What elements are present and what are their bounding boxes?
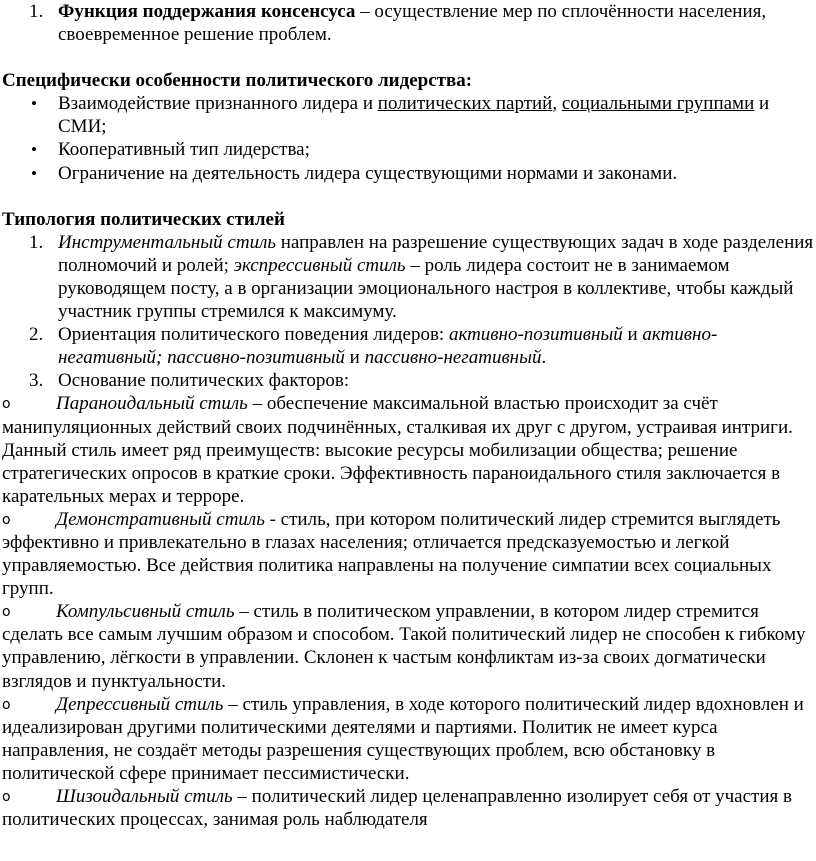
style-depressive: o Депрессивный стиль – стиль управления, в ходе которого политический лидер вдохновлен и идеализирован другими политическими деятелями и партиями. Политик не имеет курса направления, не создаёт методы разрешения существующих проблем, всю обстановку в политической сфере принимает пессимистически. bbox=[2, 693, 804, 784]
style-paranoid: o Параноидальный стиль – обеспечение максимальной властью происходит за счёт манипуляционных действий своих подчинённых, сталкивая их друг с другом, устраивая интриги. Данный стиль имеет ряд преимуществ: высокие ресурсы мобилизации общества; решение стратегических опросов в краткие сроки. Эффективность параноидального стиля заключается в карательных мерах и терроре. bbox=[2, 393, 793, 507]
bullet-icon: • bbox=[31, 163, 37, 183]
style-schizoid: o Шизоидальный стиль – политический лидер целенаправленно изолирует себя от участия в политических процессах, занимая роль наблюдателя bbox=[2, 786, 792, 831]
bullet-icon: • bbox=[31, 94, 37, 114]
consensus-text: – осуществление мер по сплочённости населения, своевременное решение проблем. bbox=[58, 1, 767, 46]
style-compulsive: o Компульсивный стиль – стиль в политическом управлении, в котором лидер стремится сделать все самым лучшим образом и способом. Такой политический лидер не способен к гибкому управлению, лёгкости в управлении. Склонен к частым конфликтам из-за своих догматически взглядов и пунктуальности. bbox=[2, 601, 806, 692]
circle-bullet-icon: o bbox=[2, 789, 11, 805]
spacer bbox=[2, 185, 816, 208]
list-number: 2. bbox=[29, 324, 44, 346]
typology-heading: Типология политических стилей bbox=[2, 208, 285, 230]
link-political-parties[interactable]: политических партий bbox=[377, 93, 553, 115]
consensus-title: Функция поддержания консенсуса bbox=[58, 1, 356, 22]
consensus-item bbox=[2, 0, 816, 46]
list-number: 1. bbox=[29, 231, 44, 253]
leadership-heading: Специфически особенности политического лидерства: bbox=[2, 70, 473, 92]
link-social-groups[interactable]: социальными группами bbox=[561, 93, 755, 115]
bullet-icon: • bbox=[31, 140, 37, 160]
circle-bullet-icon: o bbox=[2, 696, 11, 713]
typology-item-1: 1. Инструментальный стиль направлен на разрешение существующих задач в ходе разделения полномочий и ролей; экспрессивный стиль – роль лидера состоит не в занимаемом руководящем посту, а в организации эмоционального настроя в коллективе, чтобы каждый участник группы стремился к максимуму. bbox=[29, 231, 814, 323]
list-number: 1. bbox=[29, 1, 44, 22]
style-demonstrative: o Демонстративный стиль - стиль, при котором политический лидер стремится выглядеть эффективно и привлекательно в глазах населения; отличается предсказуемостью и легкой управляемостью. Все действия политика направлены на получение симпатии всех социальных групп. bbox=[2, 508, 781, 600]
spacer bbox=[2, 46, 816, 69]
bullet-item: • Ограничение на деятельность лидера существующими нормами и законами. bbox=[31, 162, 678, 184]
bullet-item: • Взаимодействие признанного лидера и политических партий, социальными группами и СМИ; bbox=[31, 93, 770, 138]
typology-item-2: 2. Ориентация политического поведения лидеров: активно-позитивный и активно-негативный; пассивно-позитивный и пассивно-негативный. bbox=[29, 324, 718, 369]
circle-bullet-icon: o bbox=[2, 396, 11, 413]
list-number: 3. bbox=[29, 370, 44, 392]
bullet-item: • Кооперативный тип лидерства; bbox=[31, 139, 310, 161]
circle-bullet-icon: o bbox=[2, 604, 11, 621]
typology-item-3: 3. Основание политических факторов: bbox=[29, 370, 350, 392]
circle-bullet-icon: o bbox=[2, 511, 11, 528]
